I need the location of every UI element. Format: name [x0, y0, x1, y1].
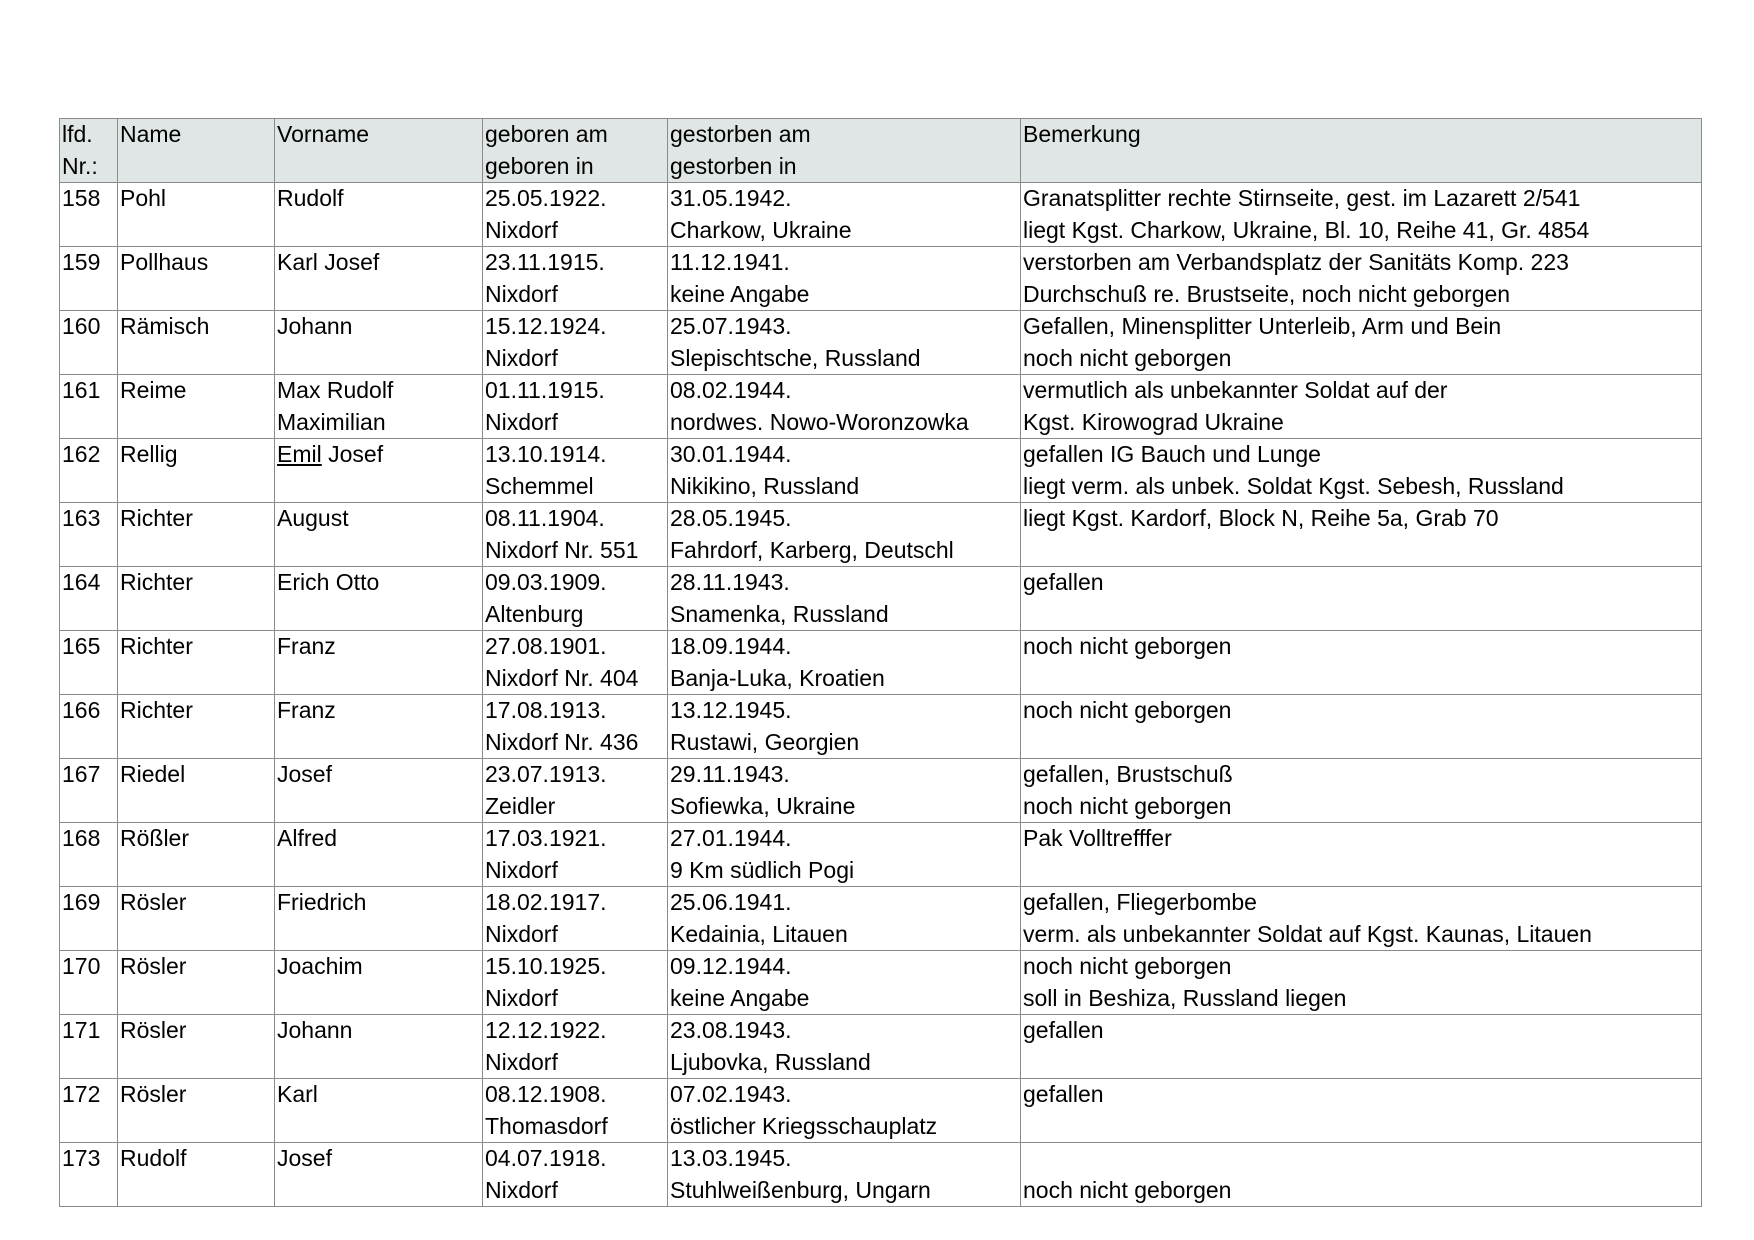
table-header-row — [60, 119, 1702, 183]
header-geboren-in: geboren in — [485, 152, 594, 179]
cell-name-line1: Richter — [120, 569, 193, 595]
header-vorname — [275, 119, 483, 183]
cell-gestorben — [668, 1015, 1021, 1079]
cell-geboren-line2: Nixdorf — [485, 1176, 558, 1203]
cell-bemerkung — [1021, 183, 1702, 247]
cell-name — [118, 695, 275, 759]
cell-geboren-line1: 27.08.1901. — [485, 633, 607, 659]
cell-vorname — [275, 1015, 483, 1079]
cell-nr — [60, 887, 118, 951]
cell-geboren — [483, 823, 668, 887]
cell-bemerkung-line2 — [1023, 599, 1701, 631]
cell-gestorben — [668, 823, 1021, 887]
cell-name-line1: Rösler — [120, 953, 187, 979]
cell-bemerkung-line1: noch nicht geborgen — [1023, 697, 1232, 723]
header-bemerkung — [1021, 119, 1702, 183]
cell-geboren — [483, 375, 668, 439]
cell-nr — [60, 1079, 118, 1143]
cell-bemerkung-line2 — [1023, 535, 1701, 567]
cell-geboren — [483, 887, 668, 951]
cell-geboren-line1: 18.02.1917. — [485, 889, 607, 915]
cell-nr — [60, 695, 118, 759]
cell-vorname-line1: Friedrich — [277, 889, 367, 915]
cell-gestorben-line2: nordwes. Nowo-Woronzowka — [670, 408, 969, 435]
cell-name — [118, 311, 275, 375]
cell-vorname — [275, 1143, 483, 1207]
cell-gestorben — [668, 183, 1021, 247]
cell-vorname — [275, 567, 483, 631]
cell-bemerkung-line2: noch nicht geborgen — [1023, 792, 1232, 819]
cell-gestorben — [668, 1079, 1021, 1143]
cell-bemerkung-line2: Kgst. Kirowograd Ukraine — [1023, 408, 1284, 435]
cell-geboren-line2: Nixdorf — [485, 280, 558, 307]
cell-vorname — [275, 631, 483, 695]
cell-bemerkung — [1021, 823, 1702, 887]
cell-bemerkung-line1: noch nicht geborgen — [1023, 633, 1232, 659]
cell-nr-line1: 158 — [62, 185, 101, 211]
header-geboren-am: geboren am — [485, 121, 608, 147]
cell-geboren-line2: Altenburg — [485, 600, 584, 627]
header-bemerkung-label: Bemerkung — [1023, 121, 1141, 147]
cell-geboren — [483, 503, 668, 567]
cell-nr-line1: 170 — [62, 953, 101, 979]
cell-gestorben-line1: 30.01.1944. — [670, 441, 792, 467]
cell-vorname — [275, 311, 483, 375]
cell-gestorben-line1: 28.11.1943. — [670, 569, 790, 595]
cell-geboren-line1: 12.12.1922. — [485, 1017, 607, 1043]
cell-gestorben-line1: 18.09.1944. — [670, 633, 792, 659]
cell-geboren — [483, 439, 668, 503]
cell-vorname-line1: Erich Otto — [277, 569, 380, 595]
cell-nr — [60, 1015, 118, 1079]
cell-bemerkung-line2: Durchschuß re. Brustseite, noch nicht geborgen — [1023, 280, 1511, 307]
cell-bemerkung-line2: soll in Beshiza, Russland liegen — [1023, 984, 1347, 1011]
cell-geboren-line1: 17.03.1921. — [485, 825, 607, 851]
cell-geboren-line1: 25.05.1922. — [485, 185, 607, 211]
cell-nr-line1: 160 — [62, 313, 101, 339]
cell-name — [118, 951, 275, 1015]
cell-gestorben — [668, 375, 1021, 439]
cell-gestorben — [668, 887, 1021, 951]
cell-bemerkung — [1021, 247, 1702, 311]
cell-name — [118, 567, 275, 631]
cell-gestorben — [668, 439, 1021, 503]
cell-nr — [60, 759, 118, 823]
cell-name-line1: Reime — [120, 377, 187, 403]
cell-vorname-line1: Karl Josef — [277, 249, 380, 275]
cell-geboren — [483, 1015, 668, 1079]
cell-geboren-line1: 04.07.1918. — [485, 1145, 607, 1171]
header-name — [118, 119, 275, 183]
cell-gestorben-line2: keine Angabe — [670, 280, 810, 307]
cell-bemerkung-line1: liegt Kgst. Kardorf, Block N, Reihe 5a, Grab 70 — [1023, 505, 1499, 531]
cell-nr — [60, 503, 118, 567]
cell-bemerkung-line1: gefallen, Brustschuß — [1023, 761, 1233, 787]
table-row — [60, 567, 1702, 631]
cell-geboren-line1: 15.10.1925. — [485, 953, 607, 979]
cell-name-line1: Pohl — [120, 185, 167, 211]
table-row — [60, 1079, 1702, 1143]
cell-vorname — [275, 375, 483, 439]
cell-nr — [60, 631, 118, 695]
cell-name-line1: Rößler — [120, 825, 190, 851]
cell-name-line1: Richter — [120, 633, 193, 659]
table-row — [60, 759, 1702, 823]
cell-gestorben-line1: 13.12.1945. — [670, 697, 792, 723]
cell-bemerkung-line2 — [1023, 855, 1701, 887]
cell-gestorben-line2: 9 Km südlich Pogi — [670, 856, 855, 883]
cell-vorname — [275, 823, 483, 887]
cell-geboren-line2: Nixdorf — [485, 216, 558, 243]
cell-bemerkung-line2: liegt verm. als unbek. Soldat Kgst. Sebesh, Russland — [1023, 472, 1564, 499]
header-gestorben-in: gestorben in — [670, 152, 797, 179]
cell-gestorben — [668, 631, 1021, 695]
vorname-rest: Josef — [321, 441, 384, 467]
cell-vorname-line2: Maximilian — [277, 408, 386, 435]
cell-bemerkung-line1: verstorben am Verbandsplatz der Sanitäts Komp. 223 — [1023, 249, 1569, 275]
cell-name — [118, 183, 275, 247]
cell-bemerkung-line1: Granatsplitter rechte Stirnseite, gest. im Lazarett 2/541 — [1023, 185, 1581, 211]
cell-vorname-line1: Joachim — [277, 953, 363, 979]
cell-gestorben — [668, 567, 1021, 631]
cell-bemerkung-line2 — [1023, 1111, 1701, 1143]
cell-bemerkung — [1021, 503, 1702, 567]
cell-geboren-line1: 08.12.1908. — [485, 1081, 607, 1107]
cell-name — [118, 1143, 275, 1207]
cell-vorname-line1: Max Rudolf — [277, 377, 394, 403]
cell-geboren — [483, 311, 668, 375]
cell-vorname-line2 — [277, 343, 482, 375]
cell-nr — [60, 439, 118, 503]
cell-gestorben — [668, 695, 1021, 759]
cell-name-line1: Rämisch — [120, 313, 210, 339]
cell-vorname-line1: Johann — [277, 313, 353, 339]
cell-nr-line1: 172 — [62, 1081, 101, 1107]
table-row — [60, 503, 1702, 567]
cell-bemerkung-line2: noch nicht geborgen — [1023, 1176, 1232, 1203]
table-row — [60, 183, 1702, 247]
cell-gestorben — [668, 759, 1021, 823]
cell-nr-line1: 168 — [62, 825, 101, 851]
cell-nr-line1: 163 — [62, 505, 101, 531]
cell-bemerkung-line1: Gefallen, Minensplitter Unterleib, Arm und Bein — [1023, 313, 1502, 339]
cell-bemerkung-line1: noch nicht geborgen — [1023, 953, 1232, 979]
cell-vorname-line1: August — [277, 505, 349, 531]
cell-geboren-line1: 23.11.1915. — [485, 249, 605, 275]
cell-vorname-line2 — [277, 727, 482, 759]
cell-vorname-line2 — [277, 983, 482, 1015]
table-row — [60, 631, 1702, 695]
cell-geboren-line2: Nixdorf — [485, 920, 558, 947]
cell-geboren-line1: 09.03.1909. — [485, 569, 607, 595]
table-row — [60, 439, 1702, 503]
cell-bemerkung-line2: liegt Kgst. Charkow, Ukraine, Bl. 10, Reihe 41, Gr. 4854 — [1023, 216, 1590, 243]
cell-gestorben-line1: 07.02.1943. — [670, 1081, 792, 1107]
cell-nr — [60, 567, 118, 631]
vorname-underlined: Emil — [277, 441, 322, 467]
cell-vorname — [275, 183, 483, 247]
cell-nr — [60, 375, 118, 439]
cell-geboren-line2: Thomasdorf — [485, 1112, 608, 1139]
header-vorname-label: Vorname — [277, 121, 370, 147]
table-row — [60, 1143, 1702, 1207]
cell-bemerkung — [1021, 887, 1702, 951]
cell-vorname-line2 — [277, 535, 482, 567]
cell-gestorben-line2: Sofiewka, Ukraine — [670, 792, 856, 819]
cell-vorname-line2 — [277, 215, 482, 247]
cell-bemerkung-line2: noch nicht geborgen — [1023, 344, 1232, 371]
table-body — [60, 183, 1702, 1207]
cell-geboren-line2: Zeidler — [485, 792, 556, 819]
cell-geboren-line2: Nixdorf — [485, 408, 558, 435]
cell-name — [118, 823, 275, 887]
cell-geboren-line1: 15.12.1924. — [485, 313, 607, 339]
cell-gestorben-line1: 28.05.1945. — [670, 505, 792, 531]
cell-vorname-line1: Rudolf — [277, 185, 344, 211]
cell-nr-line1: 166 — [62, 697, 101, 723]
cell-gestorben-line1: 08.02.1944. — [670, 377, 792, 403]
cell-geboren-line2: Nixdorf — [485, 856, 558, 883]
cell-gestorben-line2: Kedainia, Litauen — [670, 920, 848, 947]
cell-gestorben-line2: Stuhlweißenburg, Ungarn — [670, 1176, 931, 1203]
cell-geboren — [483, 1143, 668, 1207]
cell-name — [118, 375, 275, 439]
cell-gestorben-line1: 23.08.1943. — [670, 1017, 792, 1043]
cell-geboren-line1: 17.08.1913. — [485, 697, 607, 723]
cell-bemerkung-line2 — [1023, 663, 1701, 695]
cell-vorname-line2 — [277, 791, 482, 823]
header-nr-line2: Nr.: — [62, 152, 98, 179]
cell-vorname-line1: Franz — [277, 697, 336, 723]
cell-gestorben-line2: Rustawi, Georgien — [670, 728, 860, 755]
cell-vorname — [275, 247, 483, 311]
cell-gestorben-line1: 31.05.1942. — [670, 185, 792, 211]
cell-bemerkung — [1021, 1015, 1702, 1079]
cell-vorname-line1: Johann — [277, 1017, 353, 1043]
cell-nr-line1: 171 — [62, 1017, 101, 1043]
cell-nr — [60, 823, 118, 887]
cell-geboren-line2: Nixdorf — [485, 1048, 558, 1075]
cell-vorname — [275, 1079, 483, 1143]
cell-gestorben — [668, 247, 1021, 311]
cell-bemerkung-line1: vermutlich als unbekannter Soldat auf der — [1023, 377, 1448, 403]
cell-name-line1: Rösler — [120, 889, 187, 915]
cell-name-line1: Richter — [120, 505, 193, 531]
cell-vorname-line1: Josef — [277, 761, 332, 787]
cell-name — [118, 631, 275, 695]
cell-gestorben-line2: Charkow, Ukraine — [670, 216, 852, 243]
cell-nr-line1: 167 — [62, 761, 101, 787]
cell-nr — [60, 951, 118, 1015]
cell-name-line1: Rellig — [120, 441, 178, 467]
cell-geboren — [483, 951, 668, 1015]
table-row — [60, 1015, 1702, 1079]
cell-bemerkung — [1021, 439, 1702, 503]
cell-nr-line1: 165 — [62, 633, 101, 659]
cell-vorname-line2 — [277, 663, 482, 695]
cell-gestorben-line2: keine Angabe — [670, 984, 810, 1011]
cell-vorname — [275, 887, 483, 951]
header-name-label: Name — [120, 121, 182, 147]
cell-geboren-line2: Nixdorf Nr. 551 — [485, 536, 639, 563]
cell-bemerkung-line2: verm. als unbekannter Soldat auf Kgst. Kaunas, Litauen — [1023, 920, 1592, 947]
cell-bemerkung — [1021, 695, 1702, 759]
table-row — [60, 823, 1702, 887]
cell-name-line1: Pollhaus — [120, 249, 209, 275]
cell-geboren — [483, 759, 668, 823]
cell-gestorben — [668, 503, 1021, 567]
cell-vorname — [275, 503, 483, 567]
header-nr — [60, 119, 118, 183]
cell-gestorben-line2: Nikikino, Russland — [670, 472, 860, 499]
cell-geboren — [483, 631, 668, 695]
cell-nr-line1: 162 — [62, 441, 101, 467]
cell-gestorben-line1: 27.01.1944. — [670, 825, 792, 851]
cell-gestorben-line1: 13.03.1945. — [670, 1145, 792, 1171]
cell-gestorben — [668, 951, 1021, 1015]
cell-name — [118, 759, 275, 823]
cell-geboren-line2: Nixdorf Nr. 436 — [485, 728, 639, 755]
header-nr-line1: lfd. — [62, 121, 93, 147]
cell-bemerkung — [1021, 631, 1702, 695]
cell-bemerkung — [1021, 1143, 1702, 1207]
cell-gestorben-line1: 25.07.1943. — [670, 313, 792, 339]
cell-name — [118, 1079, 275, 1143]
cell-bemerkung-line1: gefallen — [1023, 1017, 1104, 1043]
cell-bemerkung — [1021, 759, 1702, 823]
cell-vorname-line1: Josef — [277, 1145, 332, 1171]
cell-geboren — [483, 1079, 668, 1143]
cell-vorname-line1: Alfred — [277, 825, 338, 851]
cell-bemerkung — [1021, 311, 1702, 375]
cell-gestorben — [668, 311, 1021, 375]
cell-bemerkung-line1: Pak Volltrefffer — [1023, 825, 1172, 851]
cell-gestorben-line1: 25.06.1941. — [670, 889, 792, 915]
cell-name — [118, 247, 275, 311]
cell-geboren-line2: Nixdorf Nr. 404 — [485, 664, 639, 691]
cell-vorname — [275, 695, 483, 759]
cell-vorname-line2 — [277, 599, 482, 631]
cell-vorname — [275, 439, 483, 503]
cell-nr — [60, 183, 118, 247]
cell-bemerkung — [1021, 567, 1702, 631]
cell-bemerkung-line1: gefallen IG Bauch und Lunge — [1023, 441, 1321, 467]
cell-name-line1: Rösler — [120, 1017, 187, 1043]
cell-name-line1: Riedel — [120, 761, 186, 787]
cell-vorname-line2 — [277, 1111, 482, 1143]
header-geboren — [483, 119, 668, 183]
cell-bemerkung-line1: gefallen, Fliegerbombe — [1023, 889, 1257, 915]
cell-vorname-line2 — [277, 855, 482, 887]
cell-gestorben-line1: 09.12.1944. — [670, 953, 792, 979]
cell-gestorben-line2: Fahrdorf, Karberg, Deutschl — [670, 536, 954, 563]
cell-gestorben-line2: Ljubovka, Russland — [670, 1048, 871, 1075]
cell-geboren-line1: 01.11.1915. — [485, 377, 605, 403]
cell-bemerkung-line2 — [1023, 1047, 1701, 1079]
cell-gestorben-line1: 11.12.1941. — [670, 249, 790, 275]
cell-vorname-line2 — [277, 1047, 482, 1079]
cell-gestorben — [668, 1143, 1021, 1207]
cell-bemerkung — [1021, 375, 1702, 439]
cell-gestorben-line2: östlicher Kriegsschauplatz — [670, 1112, 938, 1139]
cell-bemerkung-line1: gefallen — [1023, 569, 1104, 595]
cell-nr-line1: 173 — [62, 1145, 101, 1171]
cell-nr-line1: 169 — [62, 889, 101, 915]
table-row — [60, 375, 1702, 439]
cell-nr-line1: 161 — [62, 377, 101, 403]
table-row — [60, 951, 1702, 1015]
table-row — [60, 247, 1702, 311]
cell-nr-line1: 164 — [62, 569, 101, 595]
table-row — [60, 695, 1702, 759]
cell-name — [118, 1015, 275, 1079]
cell-name-line1: Richter — [120, 697, 193, 723]
cell-vorname-line2 — [277, 279, 482, 311]
cell-geboren-line1: 13.10.1914. — [485, 441, 607, 467]
cell-nr-line1: 159 — [62, 249, 101, 275]
cell-name-line1: Rudolf — [120, 1145, 187, 1171]
cell-vorname — [275, 759, 483, 823]
cell-bemerkung — [1021, 951, 1702, 1015]
cell-vorname-line2 — [277, 1175, 482, 1207]
cell-nr — [60, 311, 118, 375]
cell-gestorben-line1: 29.11.1943. — [670, 761, 790, 787]
cell-gestorben-line2: Slepischtsche, Russland — [670, 344, 921, 371]
casualty-list-table — [59, 118, 1702, 1207]
cell-geboren-line2: Nixdorf — [485, 344, 558, 371]
table-row — [60, 887, 1702, 951]
cell-geboren — [483, 183, 668, 247]
cell-vorname-line1: Karl — [277, 1081, 318, 1107]
cell-geboren-line1: 08.11.1904. — [485, 505, 605, 531]
cell-geboren-line2: Nixdorf — [485, 984, 558, 1011]
cell-gestorben-line2: Snamenka, Russland — [670, 600, 889, 627]
cell-name — [118, 887, 275, 951]
cell-bemerkung-line1: gefallen — [1023, 1081, 1104, 1107]
cell-name — [118, 439, 275, 503]
cell-geboren — [483, 247, 668, 311]
cell-name — [118, 503, 275, 567]
header-gestorben-am: gestorben am — [670, 121, 811, 147]
cell-bemerkung-line2 — [1023, 727, 1701, 759]
cell-bemerkung — [1021, 1079, 1702, 1143]
cell-gestorben-line2: Banja-Luka, Kroatien — [670, 664, 885, 691]
cell-bemerkung-line1 — [1023, 1143, 1701, 1175]
cell-nr — [60, 1143, 118, 1207]
table-row — [60, 311, 1702, 375]
header-gestorben — [668, 119, 1021, 183]
cell-vorname-line1: Franz — [277, 633, 336, 659]
cell-geboren — [483, 695, 668, 759]
cell-geboren-line1: 23.07.1913. — [485, 761, 607, 787]
cell-geboren-line2: Schemmel — [485, 472, 594, 499]
cell-vorname-line1 — [277, 439, 482, 471]
cell-geboren — [483, 567, 668, 631]
cell-nr — [60, 247, 118, 311]
cell-name-line1: Rösler — [120, 1081, 187, 1107]
cell-vorname — [275, 951, 483, 1015]
cell-vorname-line2 — [277, 919, 482, 951]
